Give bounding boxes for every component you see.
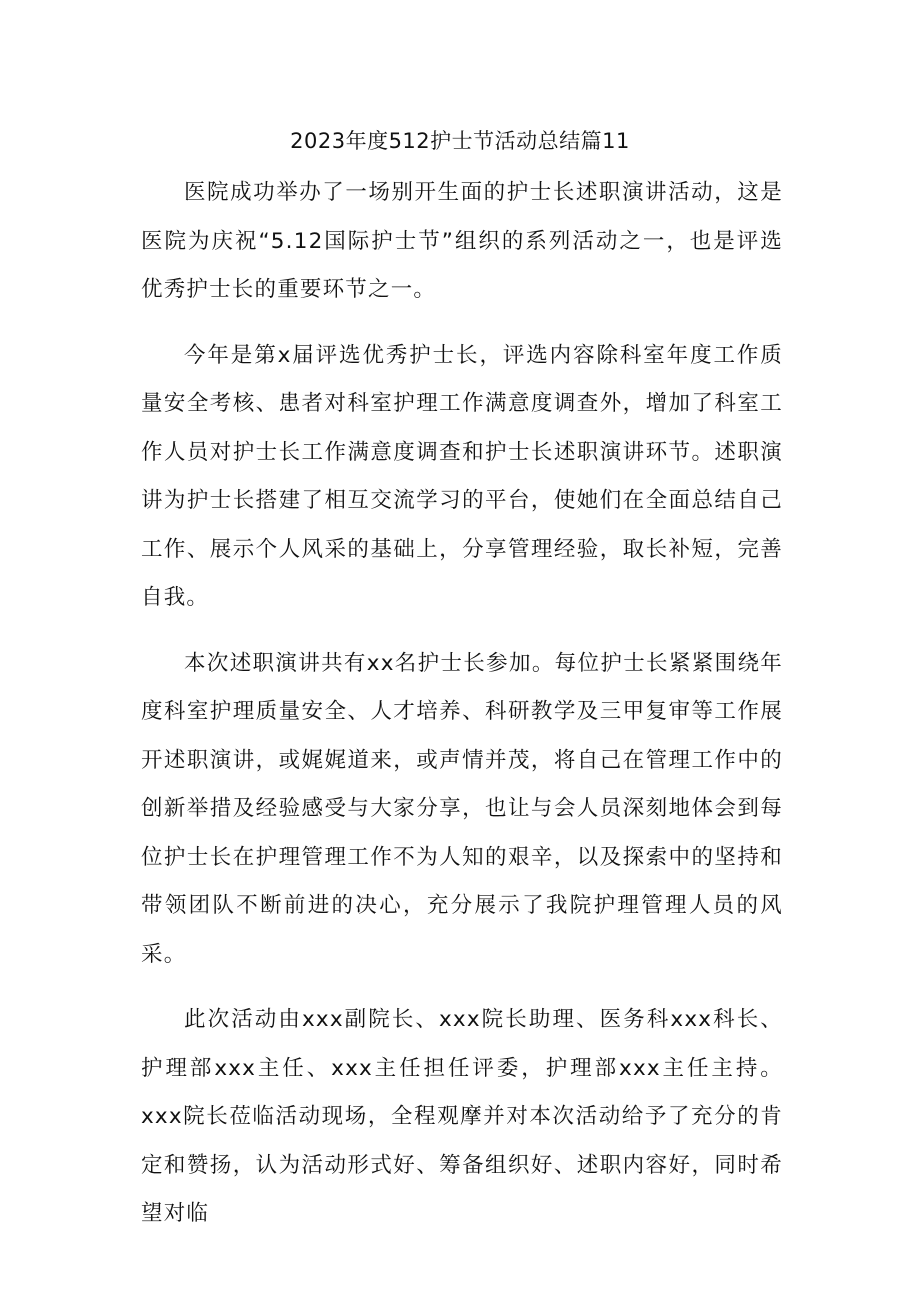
paragraph-2: 今年是第x届评选优秀护士长，评选内容除科室年度工作质量安全考核、患者对科室护理工作满意度调查外，增加了科室工作人员对护士长工作满意度调查和护士长述职演讲环节。述职演讲为护士长搭建了相互交流学习的平台，使她们在全面总结自己工作、展示个人风采的基础上，分享管理经验，取长补短，完善自我。 xyxy=(141,342,783,610)
paragraph-1: 医院成功举办了一场别开生面的护士长述职演讲活动，这是医院为庆祝“5.12国际护士节”组织的系列活动之一，也是评选优秀护士长的重要环节之一。 xyxy=(141,180,783,302)
paragraph-4: 此次活动由xxx副院长、xxx院长助理、医务科xxx科长、护理部xxx主任、xxx主任担任评委，护理部xxx主任主持。xxx院长莅临活动现场，全程观摩并对本次活动给予了充分的肯定和赞扬，认为活动形式好、筹备组织好、述职内容好，同时希望对临 xyxy=(141,1007,783,1226)
document-body xyxy=(141,169,783,1256)
paragraph-3: 本次述职演讲共有xx名护士长参加。每位护士长紧紧围绕年度科室护理质量安全、人才培养、科研教学及三甲复审等工作展开述职演讲，或娓娓道来，或声情并茂，将自己在管理工作中的创新举措及经验感受与大家分享，也让与会人员深刻地体会到每位护士长在护理管理工作不为人知的艰辛，以及探索中的坚持和带领团队不断前进的决心，充分展示了我院护理管理人员的风采。 xyxy=(141,650,783,967)
document-title: 2023年度512护士节活动总结篇11 xyxy=(290,129,630,153)
